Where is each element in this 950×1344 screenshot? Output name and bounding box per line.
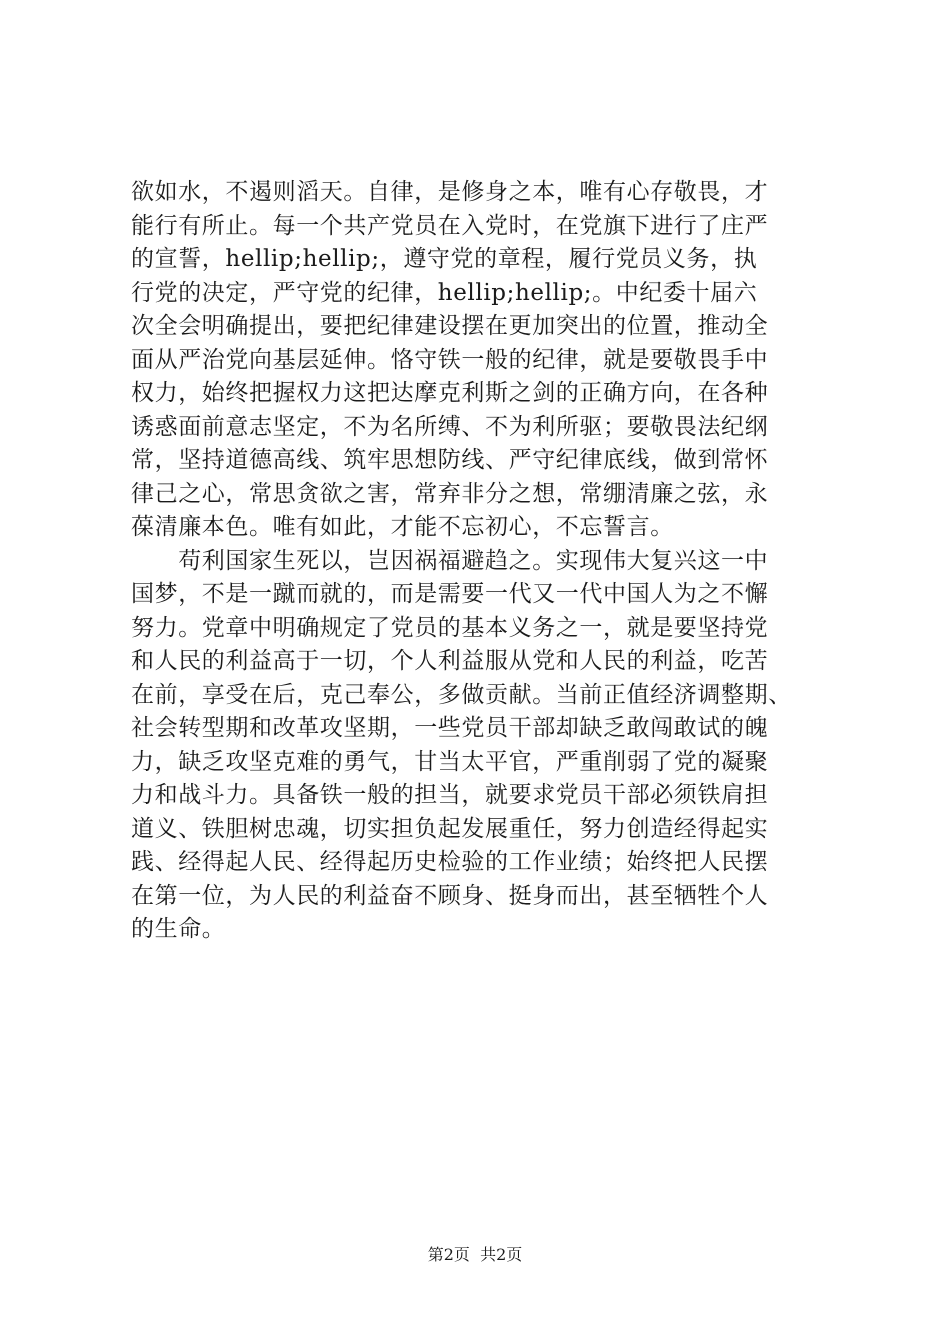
text-line: 国梦，不是一蹴而就的，而是需要一代又一代中国人为之不懈	[131, 581, 769, 607]
text-line: 次全会明确提出，要把纪律建设摆在更加突出的位置，推动全	[131, 313, 769, 339]
text-line: 诱惑面前意志坚定，不为名所缚、不为利所驱；要敬畏法纪纲	[131, 413, 769, 440]
text-line: 葆清廉本色。唯有如此，才能不忘初心，不忘誓言。	[131, 514, 674, 540]
text-line: 常，坚持道德高线、筑牢思想防线、严守纪律底线，做到常怀	[131, 447, 769, 473]
text-line: 和人民的利益高于一切，个人利益服从党和人民的利益，吃苦	[131, 648, 769, 674]
text-line: 力和战斗力。具备铁一般的担当，就要求党员干部必须铁肩担	[131, 782, 769, 808]
text-line: 在第一位，为人民的利益奋不顾身、挺身而出，甚至牺牲个人	[131, 882, 769, 909]
text-line: 在前，享受在后，克己奉公，多做贡献。当前正值经济调整期、	[131, 681, 792, 708]
text-line: 律己之心，常思贪欲之害，常弃非分之想，常绷清廉之弦，永	[131, 480, 769, 507]
text-line: 欲如水，不遏则滔天。自律，是修身之本，唯有心存敬畏，才	[131, 179, 769, 205]
text-line: 行党的决定，严守党的纪律，hellip;hellip;。中纪委十届六	[131, 279, 758, 306]
text-line: 道义、铁胆树忠魂，切实担负起发展重任，努力创造经得起实	[131, 815, 769, 842]
page-number: 第2页 共2页	[427, 1245, 523, 1264]
text-line: 努力。党章中明确规定了党员的基本义务之一，就是要坚持党	[131, 614, 769, 641]
text-line: 能行有所止。每一个共产党员在入党时，在党旗下进行了庄严	[131, 212, 769, 239]
text-line: 践、经得起人民、经得起历史检验的工作业绩；始终把人民摆	[131, 849, 769, 875]
text-line: 权力，始终把握权力这把达摩克利斯之剑的正确方向，在各种	[131, 380, 769, 406]
body-text	[131, 176, 831, 947]
text-line: 的宣誓，hellip;hellip;，遵守党的章程，履行党员义务，执	[131, 246, 758, 272]
text-line: 社会转型期和改革攻坚期，一些党员干部却缺乏敢闯敢试的魄	[131, 715, 769, 741]
text-line: 面从严治党向基层延伸。恪守铁一般的纪律，就是要敬畏手中	[131, 346, 769, 373]
page-footer	[0, 1245, 950, 1265]
text-line: 的生命。	[131, 916, 226, 942]
text-line: 苟利国家生死以，岂因祸福避趋之。实现伟大复兴这一中	[131, 547, 769, 574]
text-line: 力，缺乏攻坚克难的勇气，甘当太平官，严重削弱了党的凝聚	[131, 748, 769, 775]
